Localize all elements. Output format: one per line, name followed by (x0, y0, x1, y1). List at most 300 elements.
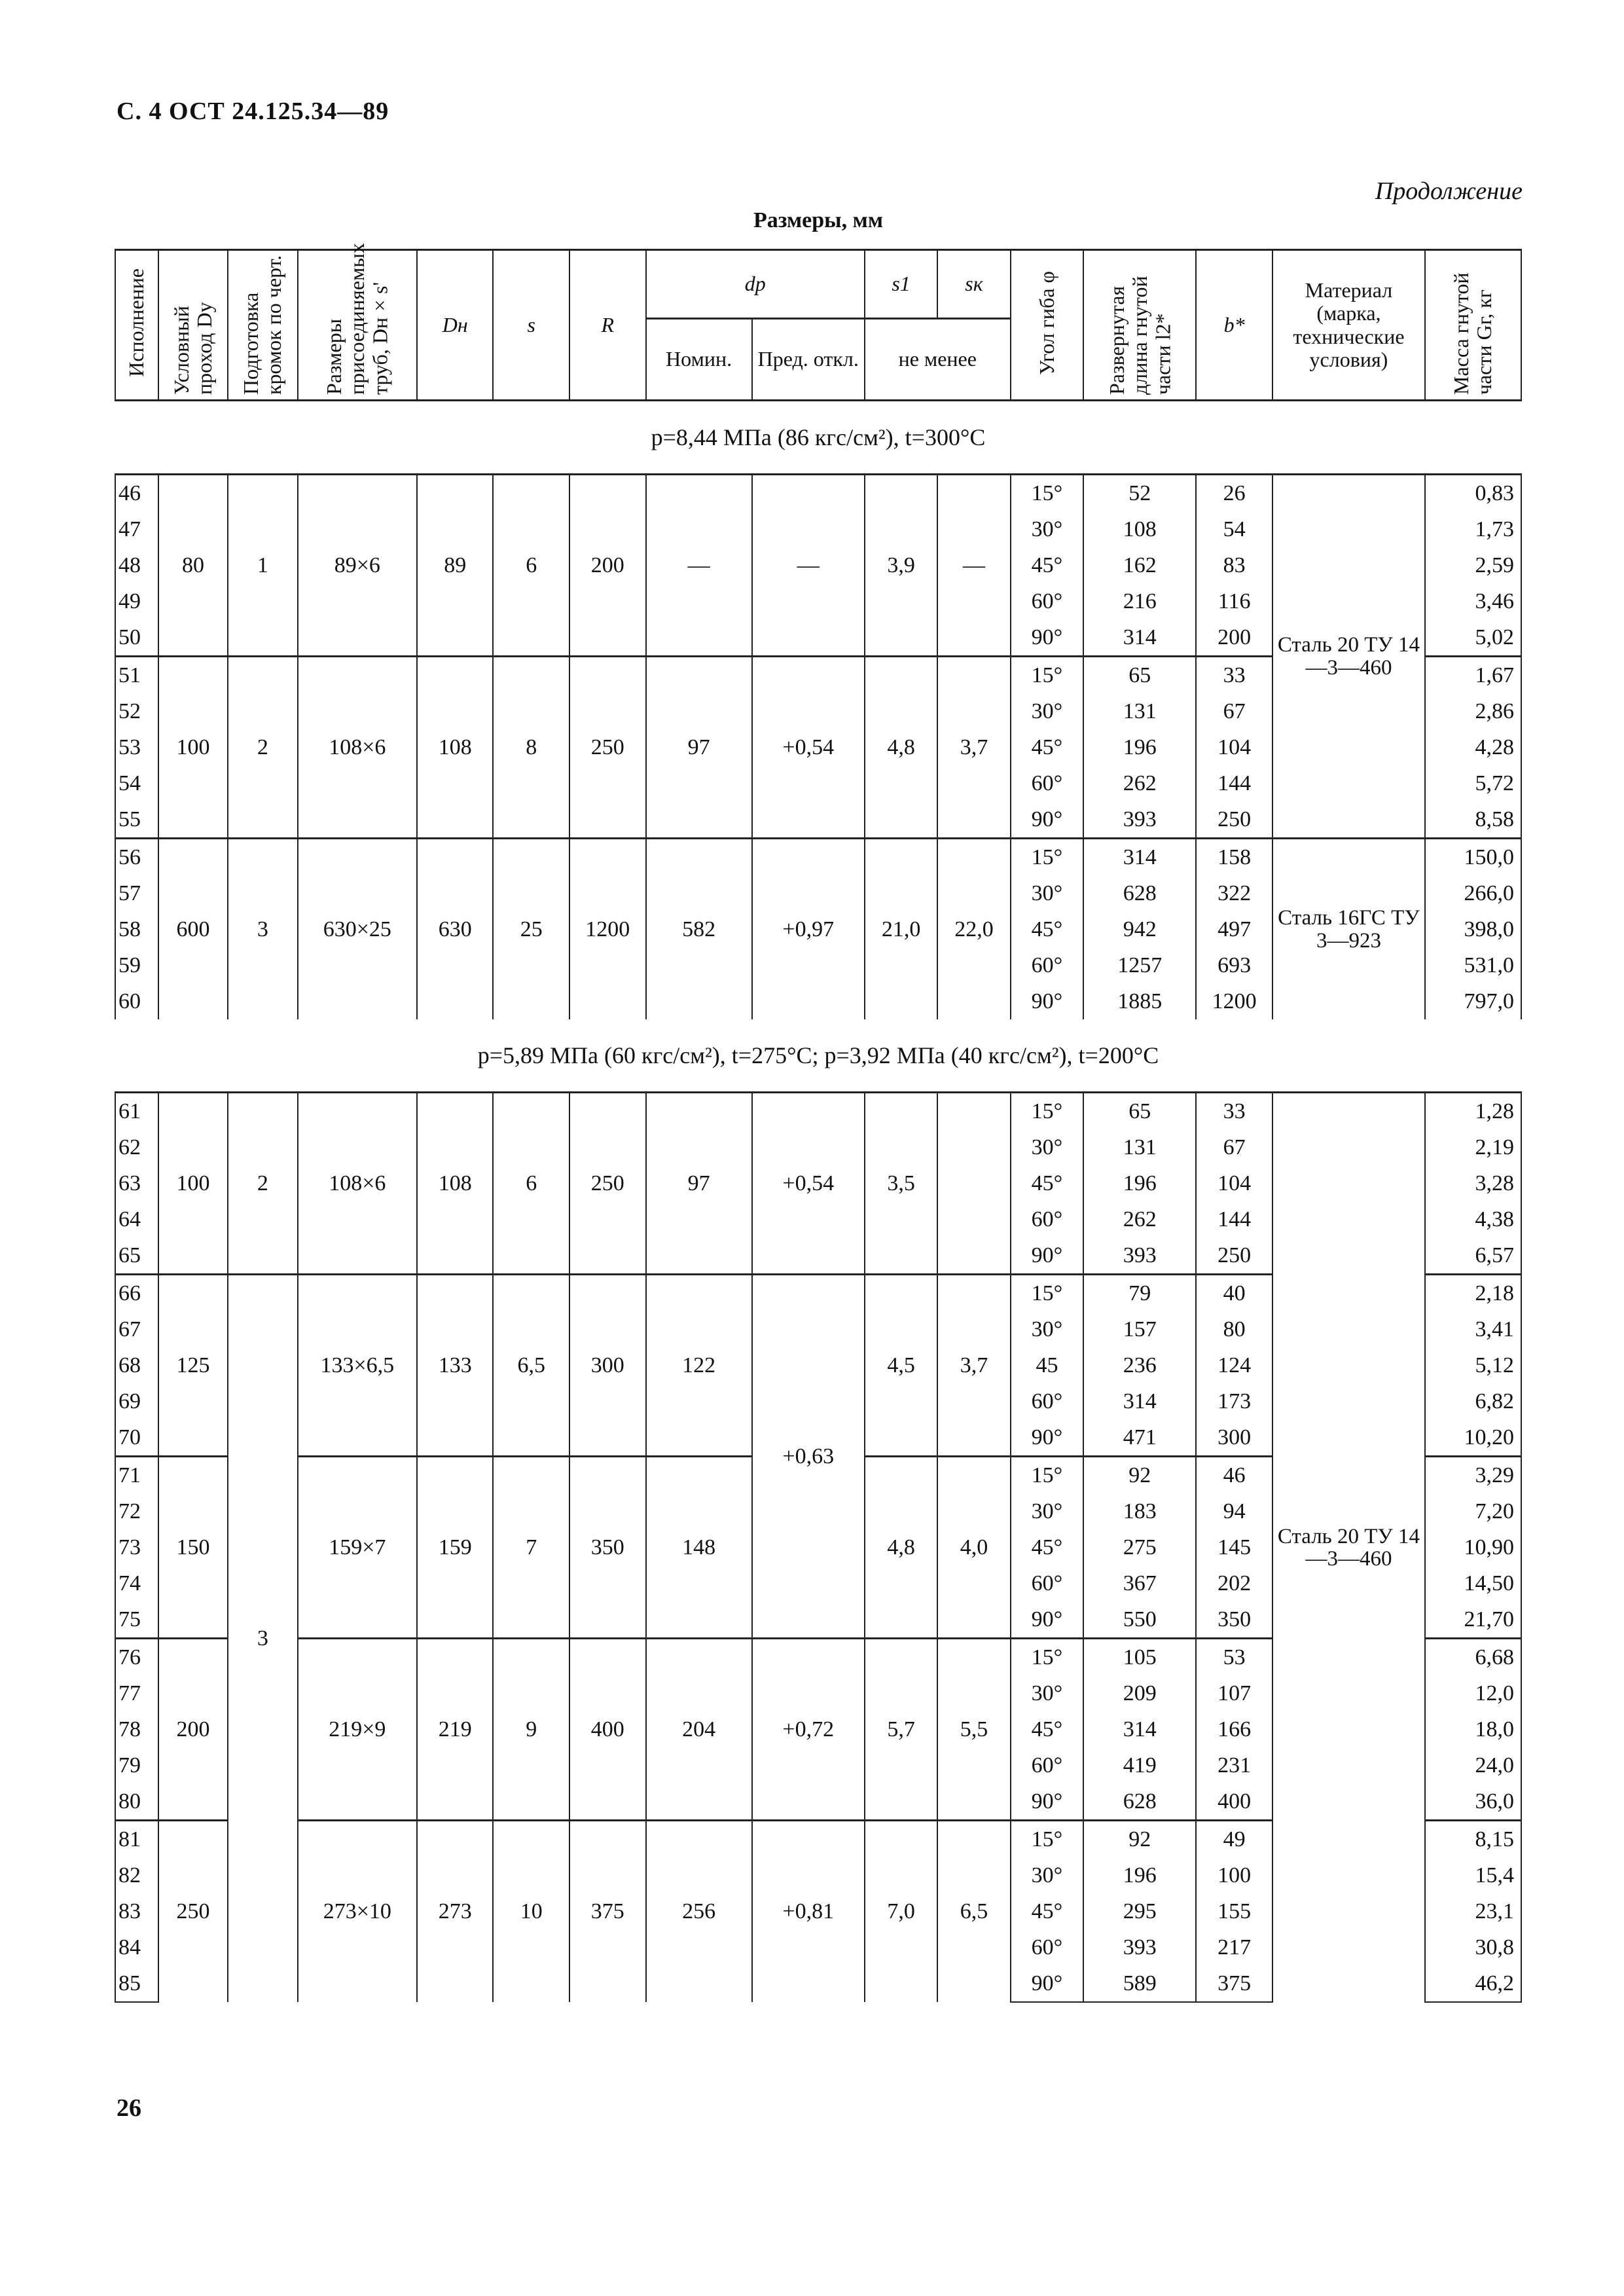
cell-prep: 1 (228, 475, 297, 657)
developed-length: 314 (1083, 839, 1196, 876)
developed-length: 628 (1083, 1783, 1196, 1821)
bend-angle: 30° (1011, 1129, 1083, 1165)
cell-dn: 108 (417, 657, 494, 839)
bend-angle: 15° (1011, 1457, 1083, 1494)
bend-angle: 45° (1011, 1893, 1083, 1929)
bend-angle: 90° (1011, 1601, 1083, 1639)
execution-number: 46 (115, 475, 158, 512)
header-b: b* (1196, 250, 1272, 401)
dimension-b: 200 (1196, 619, 1272, 657)
cell-dnom: 122 (646, 1275, 752, 1457)
bend-mass: 15,4 (1425, 1857, 1521, 1893)
bend-mass: 3,41 (1425, 1311, 1521, 1347)
bend-angle: 60° (1011, 1929, 1083, 1965)
cell-prep: 2 (228, 1093, 297, 1275)
bend-mass: 150,0 (1425, 839, 1521, 876)
bend-mass: 1,28 (1425, 1093, 1521, 1130)
cell-dn: 159 (417, 1457, 494, 1639)
bend-angle: 90° (1011, 619, 1083, 657)
bend-mass: 12,0 (1425, 1675, 1521, 1711)
cell-dy: 150 (158, 1457, 228, 1639)
cell-dnom: 204 (646, 1639, 752, 1821)
bend-mass: 2,86 (1425, 693, 1521, 729)
cell-dnom: 582 (646, 839, 752, 1020)
bend-angle: 15° (1011, 475, 1083, 512)
header-dp: dр (646, 250, 865, 319)
cell-s: 25 (493, 839, 569, 1020)
header-execution: Исполнение (115, 250, 158, 401)
dimension-b: 173 (1196, 1383, 1272, 1419)
dimension-b: 116 (1196, 583, 1272, 619)
cell-sk (937, 1093, 1010, 1275)
header-nominal-bore: Условный проход Dу (158, 250, 228, 401)
execution-number: 65 (115, 1237, 158, 1275)
bend-angle: 15° (1011, 1275, 1083, 1312)
bend-mass: 7,20 (1425, 1493, 1521, 1529)
dimension-b: 107 (1196, 1675, 1272, 1711)
bend-mass: 2,19 (1425, 1129, 1521, 1165)
cell-r: 350 (569, 1457, 646, 1639)
developed-length: 196 (1083, 729, 1196, 765)
developed-length: 262 (1083, 1201, 1196, 1237)
dimension-b: 693 (1196, 947, 1272, 983)
cell-sk: 4,0 (937, 1457, 1010, 1639)
developed-length: 393 (1083, 1237, 1196, 1275)
header-mass: Масса гнутой части Gг, кг (1425, 250, 1521, 401)
table-row (115, 839, 1521, 876)
cell-sk: 3,7 (937, 657, 1010, 839)
bend-mass: 24,0 (1425, 1747, 1521, 1783)
cell-dy: 250 (158, 1821, 228, 2003)
developed-length: 216 (1083, 583, 1196, 619)
execution-number: 56 (115, 839, 158, 876)
bend-mass: 3,46 (1425, 583, 1521, 619)
bend-mass: 2,59 (1425, 547, 1521, 583)
dimension-b: 33 (1196, 657, 1272, 694)
header-pipe-size: Размеры присоединяемых труб, Dн×s' (298, 250, 417, 401)
table-row (115, 475, 1521, 512)
developed-length: 295 (1083, 1893, 1196, 1929)
cell-r: 300 (569, 1275, 646, 1457)
bend-mass: 21,70 (1425, 1601, 1521, 1639)
cell-pipe: 159×7 (298, 1457, 417, 1639)
execution-number: 47 (115, 511, 158, 547)
bend-mass: 5,12 (1425, 1347, 1521, 1383)
cell-dtol: +0,54 (752, 657, 865, 839)
header-sk: sк (937, 250, 1010, 319)
cell-sk: 5,5 (937, 1639, 1010, 1821)
bend-angle: 15° (1011, 1639, 1083, 1676)
cell-s1: 5,7 (865, 1639, 937, 1821)
bend-angle: 90° (1011, 1237, 1083, 1275)
bend-mass: 6,57 (1425, 1237, 1521, 1275)
bend-mass: 0,83 (1425, 475, 1521, 512)
developed-length: 162 (1083, 547, 1196, 583)
bend-angle: 45° (1011, 1529, 1083, 1565)
execution-number: 59 (115, 947, 158, 983)
bend-mass: 14,50 (1425, 1565, 1521, 1601)
dimension-b: 300 (1196, 1419, 1272, 1457)
dimension-b: 26 (1196, 475, 1272, 512)
dimension-b: 54 (1196, 511, 1272, 547)
cell-pipe: 219×9 (298, 1639, 417, 1821)
bend-angle: 30° (1011, 875, 1083, 911)
execution-number: 69 (115, 1383, 158, 1419)
material-cell: Сталь 20 ТУ 14—3—460 (1272, 1093, 1425, 2003)
execution-number: 77 (115, 1675, 158, 1711)
cell-pipe: 108×6 (298, 1093, 417, 1275)
bend-angle: 60° (1011, 765, 1083, 801)
cell-dn: 133 (417, 1275, 494, 1457)
cell-dtol: +0,72 (752, 1639, 865, 1821)
dimension-b: 217 (1196, 1929, 1272, 1965)
dimension-b: 67 (1196, 693, 1272, 729)
developed-length: 1885 (1083, 983, 1196, 1019)
bend-angle: 15° (1011, 1093, 1083, 1130)
bend-mass: 36,0 (1425, 1783, 1521, 1821)
dimension-b: 158 (1196, 839, 1272, 876)
developed-length: 105 (1083, 1639, 1196, 1676)
bend-angle: 60° (1011, 1201, 1083, 1237)
dimension-b: 100 (1196, 1857, 1272, 1893)
cell-r: 1200 (569, 839, 646, 1020)
dimension-b: 1200 (1196, 983, 1272, 1019)
cell-s1: 4,8 (865, 657, 937, 839)
execution-number: 62 (115, 1129, 158, 1165)
bend-mass: 3,28 (1425, 1165, 1521, 1201)
bend-angle: 30° (1011, 511, 1083, 547)
developed-length: 196 (1083, 1857, 1196, 1893)
execution-number: 50 (115, 619, 158, 657)
bend-angle: 90° (1011, 1965, 1083, 2002)
execution-number: 75 (115, 1601, 158, 1639)
cell-s1: 21,0 (865, 839, 937, 1020)
cell-s: 6 (493, 475, 569, 657)
developed-length: 314 (1083, 619, 1196, 657)
cell-dn: 273 (417, 1821, 494, 2003)
dimension-b: 67 (1196, 1129, 1272, 1165)
cell-dnom: — (646, 475, 752, 657)
dimension-b: 375 (1196, 1965, 1272, 2002)
bend-mass: 531,0 (1425, 947, 1521, 983)
developed-length: 196 (1083, 1165, 1196, 1201)
cell-prep: 3 (228, 839, 297, 1020)
execution-number: 51 (115, 657, 158, 694)
execution-number: 83 (115, 1893, 158, 1929)
cell-pipe: 630×25 (298, 839, 417, 1020)
material-cell: Сталь 20 ТУ 14—3—460 (1272, 475, 1425, 839)
cell-s1: 4,8 (865, 1457, 937, 1639)
bend-angle: 45° (1011, 547, 1083, 583)
bend-angle: 30° (1011, 1857, 1083, 1893)
dimension-b: 144 (1196, 1201, 1272, 1237)
cell-sk: 6,5 (937, 1821, 1010, 2003)
developed-length: 79 (1083, 1275, 1196, 1312)
dimension-b: 94 (1196, 1493, 1272, 1529)
cell-s: 10 (493, 1821, 569, 2003)
cell-pipe: 108×6 (298, 657, 417, 839)
cell-dtol: +0,81 (752, 1821, 865, 2003)
developed-length: 92 (1083, 1457, 1196, 1494)
dimension-b: 497 (1196, 911, 1272, 947)
cell-pipe: 273×10 (298, 1821, 417, 2003)
execution-number: 67 (115, 1311, 158, 1347)
execution-number: 53 (115, 729, 158, 765)
developed-length: 419 (1083, 1747, 1196, 1783)
dimension-b: 40 (1196, 1275, 1272, 1312)
page-header: С. 4 ОСТ 24.125.34—89 (117, 98, 389, 125)
cell-r: 250 (569, 657, 646, 839)
cell-dy: 125 (158, 1275, 228, 1457)
execution-number: 66 (115, 1275, 158, 1312)
bend-mass: 10,90 (1425, 1529, 1521, 1565)
cell-pipe: 89×6 (298, 475, 417, 657)
cell-dtol: — (752, 475, 865, 657)
bend-angle: 15° (1011, 839, 1083, 876)
cell-dy: 100 (158, 1093, 228, 1275)
cell-s1: 4,5 (865, 1275, 937, 1457)
dimension-b: 49 (1196, 1821, 1272, 1858)
developed-length: 157 (1083, 1311, 1196, 1347)
header-r: R (569, 250, 646, 401)
bend-mass: 4,38 (1425, 1201, 1521, 1237)
cell-dtol: +0,54 (752, 1093, 865, 1275)
bend-mass: 6,68 (1425, 1639, 1521, 1676)
cell-prep: 2 (228, 657, 297, 839)
developed-length: 275 (1083, 1529, 1196, 1565)
dimension-b: 231 (1196, 1747, 1272, 1783)
cell-r: 250 (569, 1093, 646, 1275)
bend-mass: 1,67 (1425, 657, 1521, 694)
table-header (115, 243, 1521, 401)
bend-mass: 23,1 (1425, 1893, 1521, 1929)
dimension-b: 155 (1196, 1893, 1272, 1929)
page-number: 26 (117, 2094, 141, 2122)
developed-length: 183 (1083, 1493, 1196, 1529)
cell-dy: 100 (158, 657, 228, 839)
cell-dn: 108 (417, 1093, 494, 1275)
cell-sk: — (937, 475, 1010, 657)
execution-number: 76 (115, 1639, 158, 1676)
execution-number: 78 (115, 1711, 158, 1747)
developed-length: 314 (1083, 1383, 1196, 1419)
dimension-b: 250 (1196, 1237, 1272, 1275)
cell-dn: 89 (417, 475, 494, 657)
execution-number: 85 (115, 1965, 158, 2002)
bend-angle: 45° (1011, 1165, 1083, 1201)
pressure-condition: p=8,44 МПа (86 кгс/см²), t=300°C (651, 424, 986, 451)
bend-mass: 30,8 (1425, 1929, 1521, 1965)
bend-angle: 60° (1011, 583, 1083, 619)
developed-length: 131 (1083, 693, 1196, 729)
developed-length: 65 (1083, 1093, 1196, 1130)
header-min: не менее (865, 318, 1011, 401)
dimension-b: 322 (1196, 875, 1272, 911)
table-body (115, 401, 1521, 2003)
bend-mass: 3,29 (1425, 1457, 1521, 1494)
execution-number: 58 (115, 911, 158, 947)
cell-dy: 600 (158, 839, 228, 1020)
cell-s1: 3,9 (865, 475, 937, 657)
dimension-b: 400 (1196, 1783, 1272, 1821)
developed-length: 367 (1083, 1565, 1196, 1601)
dimension-b: 350 (1196, 1601, 1272, 1639)
dimension-b: 83 (1196, 547, 1272, 583)
developed-length: 52 (1083, 475, 1196, 512)
cell-r: 400 (569, 1639, 646, 1821)
developed-length: 471 (1083, 1419, 1196, 1457)
header-angle: Угол гиба φ (1011, 250, 1083, 401)
dimension-b: 250 (1196, 801, 1272, 839)
cell-dnom: 148 (646, 1457, 752, 1639)
bend-angle: 60° (1011, 947, 1083, 983)
pressure-condition-row (115, 401, 1521, 475)
bend-mass: 797,0 (1425, 983, 1521, 1019)
bend-angle: 90° (1011, 1419, 1083, 1457)
execution-number: 60 (115, 983, 158, 1019)
execution-number: 61 (115, 1093, 158, 1130)
bend-angle: 15° (1011, 1821, 1083, 1858)
developed-length: 209 (1083, 1675, 1196, 1711)
bend-angle: 30° (1011, 1493, 1083, 1529)
bend-mass: 8,15 (1425, 1821, 1521, 1858)
bend-angle: 45 (1011, 1347, 1083, 1383)
bend-mass: 10,20 (1425, 1419, 1521, 1457)
cell-s: 6 (493, 1093, 569, 1275)
bend-angle: 45° (1011, 1711, 1083, 1747)
cell-pipe: 133×6,5 (298, 1275, 417, 1457)
dimension-b: 144 (1196, 765, 1272, 801)
header-material: Материал (марка, технические условия) (1272, 250, 1425, 401)
dimension-b: 80 (1196, 1311, 1272, 1347)
developed-length: 314 (1083, 1711, 1196, 1747)
cell-dnom: 97 (646, 1093, 752, 1275)
cell-r: 200 (569, 475, 646, 657)
execution-number: 68 (115, 1347, 158, 1383)
cell-dtol: +0,97 (752, 839, 865, 1020)
cell-sk: 22,0 (937, 839, 1010, 1020)
header-dn: Dн (417, 250, 494, 401)
bend-mass: 266,0 (1425, 875, 1521, 911)
cell-s1: 3,5 (865, 1093, 937, 1275)
bend-angle: 60° (1011, 1747, 1083, 1783)
dimension-b: 202 (1196, 1565, 1272, 1601)
developed-length: 262 (1083, 765, 1196, 801)
developed-length: 236 (1083, 1347, 1196, 1383)
execution-number: 71 (115, 1457, 158, 1494)
cell-r: 375 (569, 1821, 646, 2003)
dimension-b: 53 (1196, 1639, 1272, 1676)
developed-length: 942 (1083, 911, 1196, 947)
execution-number: 64 (115, 1201, 158, 1237)
dimension-b: 145 (1196, 1529, 1272, 1565)
bend-angle: 45° (1011, 729, 1083, 765)
bend-mass: 5,72 (1425, 765, 1521, 801)
cell-s: 7 (493, 1457, 569, 1639)
developed-length: 393 (1083, 1929, 1196, 1965)
bend-mass: 8,58 (1425, 801, 1521, 839)
developed-length: 65 (1083, 657, 1196, 694)
header-dp-tolerance: Пред. откл. (752, 318, 865, 401)
bend-mass: 2,18 (1425, 1275, 1521, 1312)
bend-mass: 46,2 (1425, 1965, 1521, 2002)
bend-angle: 60° (1011, 1383, 1083, 1419)
execution-number: 57 (115, 875, 158, 911)
bend-angle: 90° (1011, 1783, 1083, 1821)
cell-dn: 219 (417, 1639, 494, 1821)
bend-mass: 6,82 (1425, 1383, 1521, 1419)
dimensions-caption: Размеры, мм (753, 208, 883, 232)
dimension-b: 166 (1196, 1711, 1272, 1747)
bend-angle: 45° (1011, 911, 1083, 947)
developed-length: 131 (1083, 1129, 1196, 1165)
bend-mass: 398,0 (1425, 911, 1521, 947)
bend-mass: 1,73 (1425, 511, 1521, 547)
execution-number: 72 (115, 1493, 158, 1529)
cell-dnom: 97 (646, 657, 752, 839)
bend-angle: 90° (1011, 983, 1083, 1019)
developed-length: 628 (1083, 875, 1196, 911)
developed-length: 393 (1083, 801, 1196, 839)
cell-dtol: +0,63 (752, 1275, 865, 1639)
header-length: Развернутая длина гнутой части l2* (1083, 250, 1196, 401)
execution-number: 84 (115, 1929, 158, 1965)
material-cell: Сталь 16ГС ТУ 3—923 (1272, 839, 1425, 1020)
cell-dn: 630 (417, 839, 494, 1020)
bend-angle: 30° (1011, 1675, 1083, 1711)
cell-dnom: 256 (646, 1821, 752, 2003)
execution-number: 48 (115, 547, 158, 583)
header-dp-nominal: Номин. (646, 318, 752, 401)
header-s1: s1 (865, 250, 937, 319)
bend-angle: 60° (1011, 1565, 1083, 1601)
table-row (115, 1093, 1521, 1130)
developed-length: 108 (1083, 511, 1196, 547)
bend-angle: 90° (1011, 801, 1083, 839)
dimension-b: 33 (1196, 1093, 1272, 1130)
dimension-b: 46 (1196, 1457, 1272, 1494)
developed-length: 550 (1083, 1601, 1196, 1639)
bend-mass: 4,28 (1425, 729, 1521, 765)
bend-mass: 18,0 (1425, 1711, 1521, 1747)
bend-angle: 30° (1011, 693, 1083, 729)
cell-s: 8 (493, 657, 569, 839)
cell-s: 9 (493, 1639, 569, 1821)
execution-number: 70 (115, 1419, 158, 1457)
bend-mass: 5,02 (1425, 619, 1521, 657)
cell-prep: 3 (228, 1275, 297, 2003)
dimension-b: 104 (1196, 729, 1272, 765)
execution-number: 82 (115, 1857, 158, 1893)
execution-number: 63 (115, 1165, 158, 1201)
execution-number: 81 (115, 1821, 158, 1858)
execution-number: 52 (115, 693, 158, 729)
pressure-condition-row (115, 1019, 1521, 1093)
execution-number: 79 (115, 1747, 158, 1783)
dimension-b: 124 (1196, 1347, 1272, 1383)
cell-sk: 3,7 (937, 1275, 1010, 1457)
execution-number: 55 (115, 801, 158, 839)
execution-number: 49 (115, 583, 158, 619)
cell-dy: 80 (158, 475, 228, 657)
bend-angle: 30° (1011, 1311, 1083, 1347)
specification-table (115, 243, 1522, 2003)
developed-length: 589 (1083, 1965, 1196, 2002)
developed-length: 92 (1083, 1821, 1196, 1858)
continuation-label: Продолжение (1375, 177, 1523, 205)
cell-dy: 200 (158, 1639, 228, 1821)
dimension-b: 104 (1196, 1165, 1272, 1201)
